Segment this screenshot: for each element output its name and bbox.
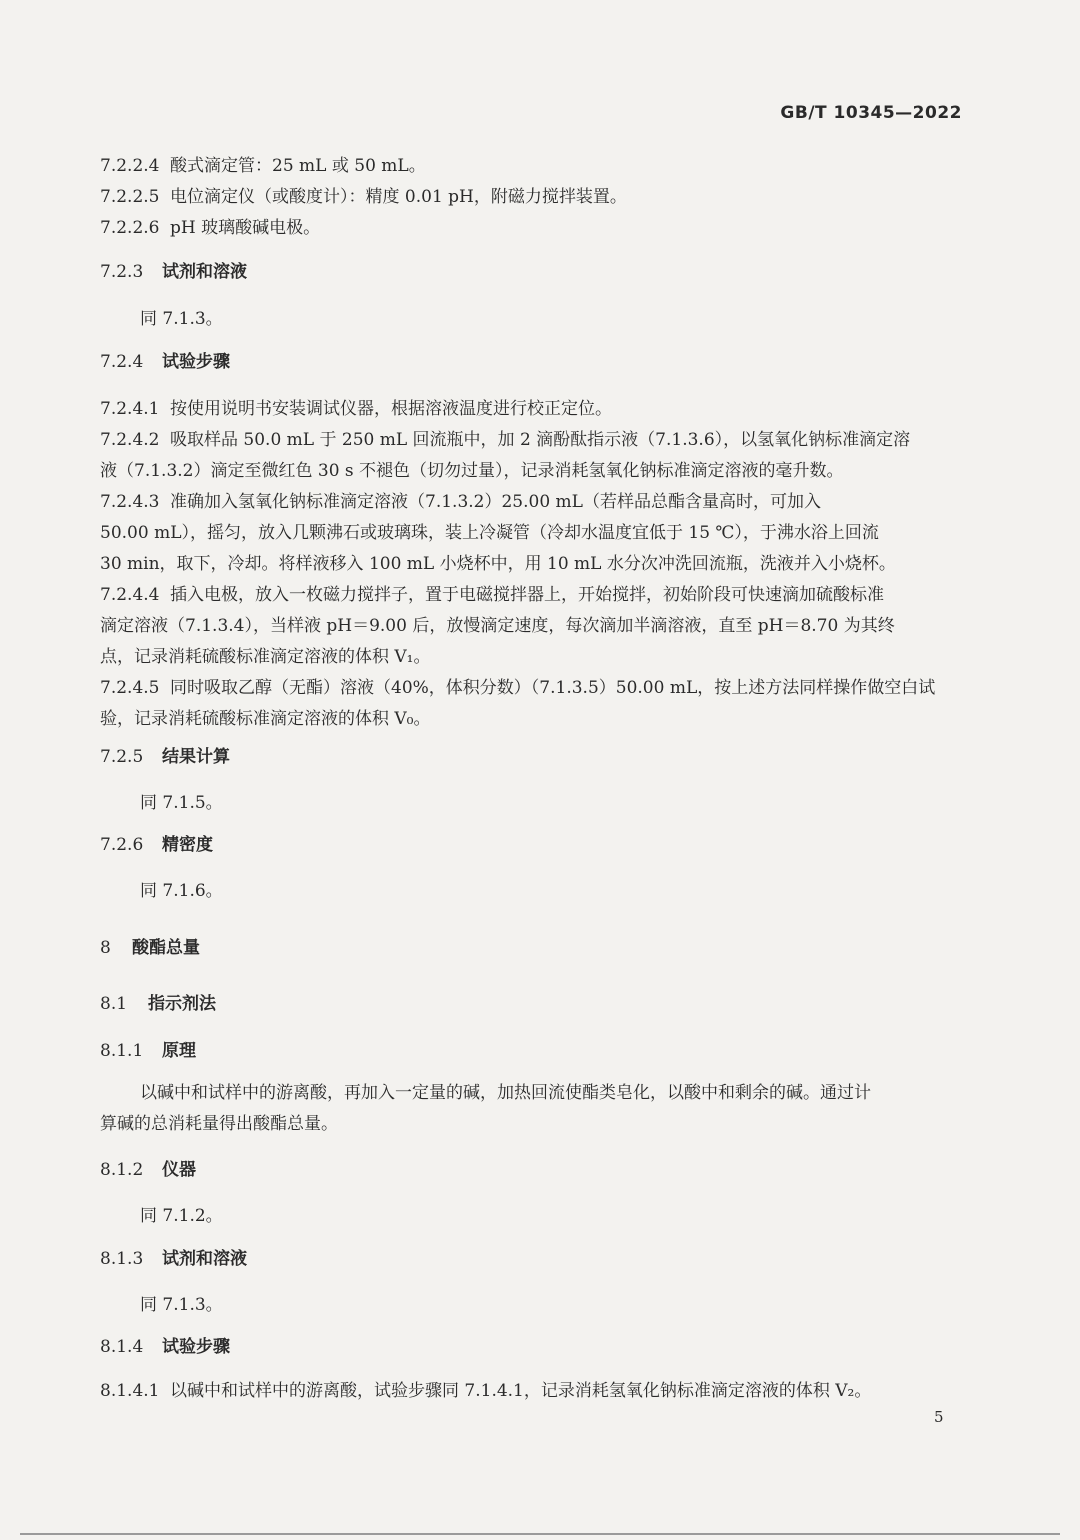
clause-number: 7.2.4.1 (100, 399, 160, 419)
heading-text: 试剂和溶液 (162, 1249, 247, 1269)
heading-number: 8.1.2 (100, 1160, 144, 1180)
paragraph-continuation: 滴定溶液（7.1.3.4），当样液 pH＝9.00 后，放慢滴定速度，每次滴加半滴溶液，直至 pH＝8.70 为其终 (100, 616, 895, 636)
heading-8-1-2 (100, 1159, 980, 1181)
paragraph: 同 7.1.2。 (140, 1206, 223, 1226)
heading-number: 7.2.3 (100, 262, 144, 282)
paragraph-continuation: 算碱的总消耗量得出酸酯总量。 (100, 1114, 338, 1134)
heading-number: 8.1.3 (100, 1249, 144, 1269)
heading-text: 酸酯总量 (132, 938, 200, 958)
heading-8-1-3 (100, 1248, 980, 1270)
heading-number: 7.2.6 (100, 835, 144, 855)
clause-text: 插入电极，放入一枚磁力搅拌子，置于电磁搅拌器上，开始搅拌，初始阶段可快速滴加硫酸标准 (170, 585, 884, 605)
heading-text: 仪器 (162, 1160, 196, 1180)
clause-text: 按使用说明书安装调试仪器，根据溶液温度进行校正定位。 (170, 399, 612, 419)
paragraph: 同 7.1.6。 (140, 881, 223, 901)
paragraph-continuation: 验，记录消耗硫酸标准滴定溶液的体积 V₀。 (100, 709, 431, 729)
clause-8-1-4-1 (100, 1380, 980, 1402)
paragraph: 同 7.1.3。 (140, 309, 223, 329)
clause-7-2-2-6 (100, 217, 980, 239)
clause-7-2-4-3 (100, 491, 980, 513)
heading-text: 结果计算 (162, 747, 230, 767)
paragraph-continuation: 点，记录消耗硫酸标准滴定溶液的体积 V₁。 (100, 647, 431, 667)
clause-text: 酸式滴定管：25 mL 或 50 mL。 (170, 156, 426, 176)
page-number: 5 (934, 1408, 944, 1426)
clause-7-2-4-5 (100, 677, 980, 699)
clause-text: 准确加入氢氧化钠标准滴定溶液（7.1.3.2）25.00 mL（若样品总酯含量高时，可加入 (170, 492, 821, 512)
heading-7-2-6 (100, 834, 980, 856)
heading-text: 试验步骤 (162, 352, 230, 372)
paragraph-continuation: 30 min，取下，冷却。将样液移入 100 mL 小烧杯中，用 10 mL 水分次冲洗回流瓶，洗液并入小烧杯。 (100, 554, 896, 574)
paragraph-continuation: 液（7.1.3.2）滴定至微红色 30 s 不褪色（切勿过量），记录消耗氢氧化钠标准滴定溶液的毫升数。 (100, 461, 844, 481)
clause-number: 7.2.2.6 (100, 218, 160, 238)
clause-number: 7.2.4.3 (100, 492, 160, 512)
clause-number: 7.2.2.4 (100, 156, 160, 176)
heading-7-2-4 (100, 351, 980, 373)
clause-number: 7.2.4.5 (100, 678, 160, 698)
heading-7-2-5 (100, 746, 980, 768)
heading-text: 试剂和溶液 (162, 262, 247, 282)
clause-7-2-4-4 (100, 584, 980, 606)
heading-8-1-1 (100, 1040, 980, 1062)
clause-number: 7.2.4.2 (100, 430, 160, 450)
clause-7-2-4-1 (100, 398, 980, 420)
heading-text: 试验步骤 (162, 1337, 230, 1357)
heading-8 (100, 937, 980, 959)
paragraph: 同 7.1.3。 (140, 1295, 223, 1315)
clause-text: pH 玻璃酸碱电极。 (170, 218, 321, 238)
heading-number: 8.1.4 (100, 1337, 144, 1357)
heading-8-1 (100, 993, 980, 1015)
clause-number: 7.2.2.5 (100, 187, 160, 207)
clause-number: 7.2.4.4 (100, 585, 160, 605)
heading-text: 精密度 (162, 835, 213, 855)
clause-text: 电位滴定仪（或酸度计）：精度 0.01 pH，附磁力搅拌装置。 (170, 187, 627, 207)
clause-7-2-2-4 (100, 155, 980, 177)
heading-number: 7.2.4 (100, 352, 144, 372)
paragraph: 以碱中和试样中的游离酸，再加入一定量的碱，加热回流使酯类皂化，以酸中和剩余的碱。通过计 (140, 1083, 871, 1103)
heading-number: 7.2.5 (100, 747, 144, 767)
heading-number: 8.1 (100, 994, 128, 1014)
paragraph: 同 7.1.5。 (140, 793, 223, 813)
heading-text: 指示剂法 (148, 994, 216, 1014)
heading-number: 8.1.1 (100, 1041, 144, 1061)
heading-number: 8 (100, 938, 111, 958)
heading-text: 原理 (162, 1041, 196, 1061)
paragraph-continuation: 50.00 mL），摇匀，放入几颗沸石或玻璃珠，装上冷凝管（冷却水温度宜低于 15 ℃），于沸水浴上回流 (100, 523, 879, 543)
standard-code: GB/T 10345—2022 (780, 103, 962, 123)
clause-7-2-4-2 (100, 429, 980, 451)
page-edge-rule (20, 1533, 1060, 1535)
clause-text: 以碱中和试样中的游离酸，试验步骤同 7.1.4.1，记录消耗氢氧化钠标准滴定溶液的体积 V₂。 (170, 1381, 872, 1401)
heading-8-1-4 (100, 1336, 980, 1358)
clause-text: 吸取样品 50.0 mL 于 250 mL 回流瓶中，加 2 滴酚酞指示液（7.1.3.6），以氢氧化钠标准滴定溶 (170, 430, 911, 450)
clause-number: 8.1.4.1 (100, 1381, 160, 1401)
clause-7-2-2-5 (100, 186, 980, 208)
heading-7-2-3 (100, 261, 980, 283)
clause-text: 同时吸取乙醇（无酯）溶液（40%，体积分数）（7.1.3.5）50.00 mL，按上述方法同样操作做空白试 (170, 678, 936, 698)
